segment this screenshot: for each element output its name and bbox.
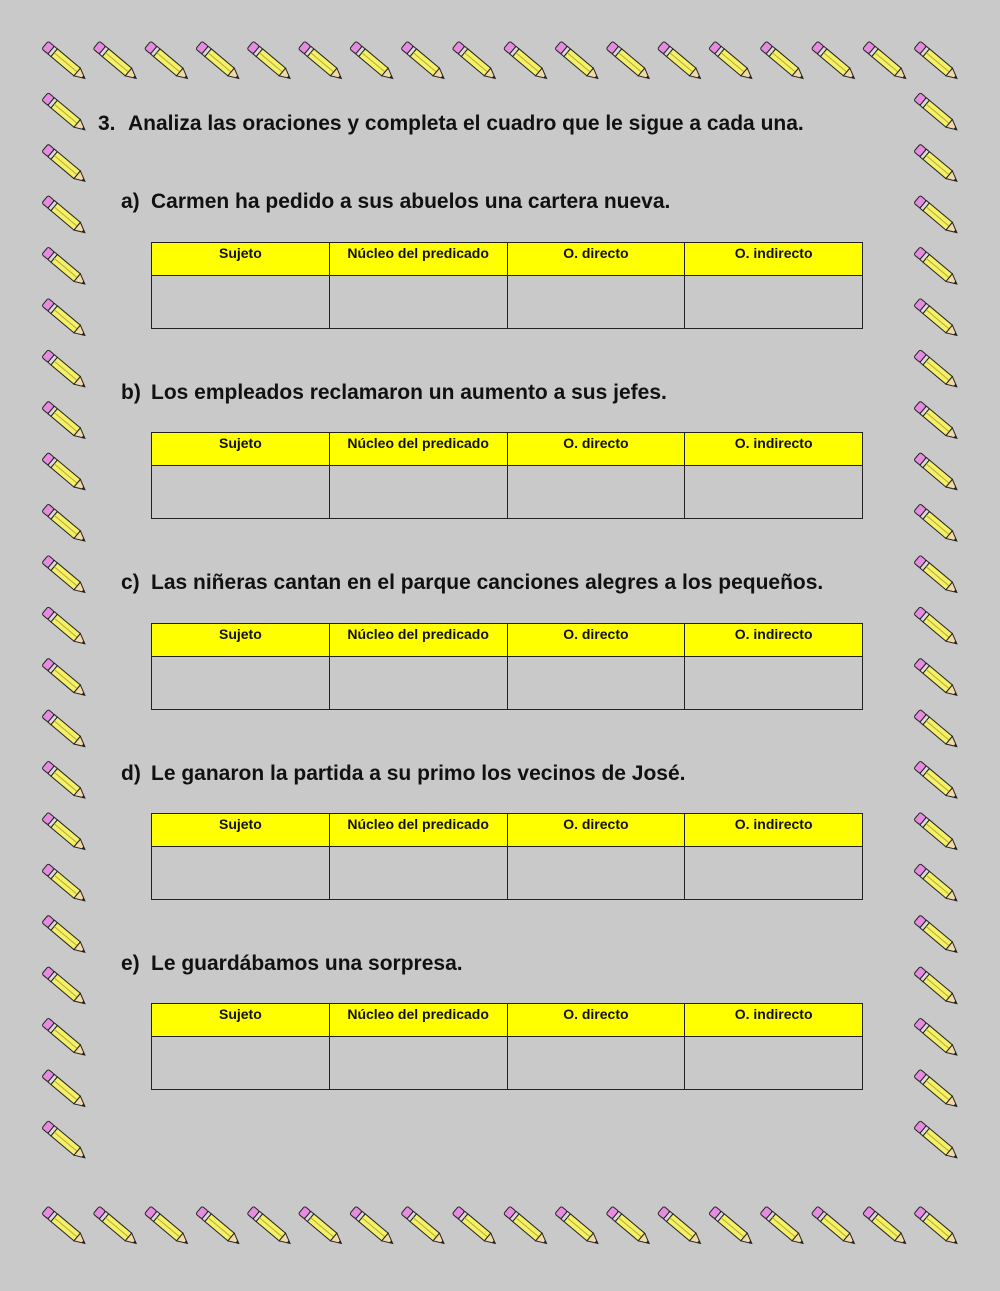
pencil-icon	[760, 41, 807, 83]
answer-table-d	[151, 813, 863, 900]
answer-cell-objeto-indirecto[interactable]	[685, 1037, 863, 1090]
pencil-icon	[196, 41, 243, 83]
pencil-icon	[811, 41, 858, 83]
pencil-icon	[606, 1206, 653, 1248]
pencil-icon	[42, 915, 89, 957]
pencil-icon	[914, 966, 961, 1008]
question-letter: b)	[121, 381, 141, 404]
pencil-icon	[914, 658, 961, 700]
question-sentence: Le guardábamos una sorpresa.	[151, 952, 463, 975]
pencil-icon	[555, 41, 602, 83]
pencil-icon	[42, 144, 89, 186]
question-b	[121, 381, 667, 405]
pencil-icon	[914, 1018, 961, 1060]
pencil-icon	[914, 195, 961, 237]
header-sujeto: Sujeto	[152, 433, 330, 466]
pencil-icon	[42, 812, 89, 854]
pencil-icon	[196, 1206, 243, 1248]
pencil-icon	[350, 41, 397, 83]
header-objeto-indirecto: O. indirecto	[685, 814, 863, 847]
pencil-icon	[452, 41, 499, 83]
pencil-icon	[657, 41, 704, 83]
answer-cell-nucleo-predicado[interactable]	[329, 657, 507, 710]
table-header-row	[152, 1004, 863, 1037]
exercise-number: 3.	[98, 112, 116, 135]
question-c	[121, 571, 823, 595]
pencil-icon	[914, 607, 961, 649]
pencil-icon	[914, 1069, 961, 1111]
pencil-icon	[42, 41, 89, 83]
answer-cell-objeto-indirecto[interactable]	[685, 466, 863, 519]
pencil-icon	[42, 658, 89, 700]
pencil-icon	[914, 812, 961, 854]
question-sentence: Los empleados reclamaron un aumento a sus jefes.	[151, 381, 667, 404]
table-header-row	[152, 433, 863, 466]
header-objeto-directo: O. directo	[507, 814, 685, 847]
pencil-icon	[914, 298, 961, 340]
pencil-icon	[247, 1206, 294, 1248]
question-a	[121, 190, 670, 214]
header-objeto-indirecto: O. indirecto	[685, 243, 863, 276]
header-objeto-directo: O. directo	[507, 433, 685, 466]
pencil-icon	[914, 401, 961, 443]
pencil-icon	[401, 1206, 448, 1248]
pencil-icon	[42, 452, 89, 494]
header-sujeto: Sujeto	[152, 243, 330, 276]
pencil-icon	[914, 41, 961, 83]
pencil-icon	[42, 1206, 89, 1248]
question-letter: e)	[121, 952, 140, 975]
pencil-icon	[914, 247, 961, 289]
answer-cell-objeto-indirecto[interactable]	[685, 276, 863, 329]
pencil-icon	[914, 915, 961, 957]
pencil-icon	[42, 298, 89, 340]
answer-cell-objeto-indirecto[interactable]	[685, 657, 863, 710]
pencil-icon	[503, 41, 550, 83]
pencil-icon	[914, 709, 961, 751]
answer-cell-sujeto[interactable]	[152, 466, 330, 519]
pencil-icon	[914, 761, 961, 803]
pencil-icon	[709, 1206, 756, 1248]
question-sentence: Las niñeras cantan en el parque canciones alegres a los pequeños.	[151, 571, 824, 594]
pencil-icon	[42, 709, 89, 751]
answer-cell-objeto-directo[interactable]	[507, 466, 685, 519]
header-objeto-indirecto: O. indirecto	[685, 433, 863, 466]
pencil-icon	[42, 504, 89, 546]
pencil-icon	[914, 350, 961, 392]
header-objeto-directo: O. directo	[507, 1004, 685, 1037]
header-nucleo-predicado: Núcleo del predicado	[329, 243, 507, 276]
answer-cell-sujeto[interactable]	[152, 847, 330, 900]
pencil-icon	[42, 1121, 89, 1163]
header-objeto-directo: O. directo	[507, 624, 685, 657]
header-objeto-indirecto: O. indirecto	[685, 1004, 863, 1037]
pencil-icon	[42, 1069, 89, 1111]
pencil-icon	[42, 350, 89, 392]
header-sujeto: Sujeto	[152, 1004, 330, 1037]
pencil-icon	[760, 1206, 807, 1248]
pencil-icon	[93, 1206, 140, 1248]
pencil-icon	[42, 966, 89, 1008]
pencil-icon	[914, 555, 961, 597]
header-nucleo-predicado: Núcleo del predicado	[329, 1004, 507, 1037]
pencil-icon	[914, 1206, 961, 1248]
answer-row	[152, 657, 863, 710]
pencil-icon	[657, 1206, 704, 1248]
pencil-icon	[247, 41, 294, 83]
answer-cell-objeto-directo[interactable]	[507, 657, 685, 710]
answer-row	[152, 466, 863, 519]
pencil-icon	[42, 555, 89, 597]
answer-cell-sujeto[interactable]	[152, 276, 330, 329]
pencil-icon	[914, 144, 961, 186]
pencil-icon	[863, 41, 910, 83]
answer-cell-nucleo-predicado[interactable]	[329, 1037, 507, 1090]
pencil-icon	[42, 864, 89, 906]
pencil-icon	[606, 41, 653, 83]
pencil-icon	[42, 761, 89, 803]
pencil-icon	[503, 1206, 550, 1248]
answer-row	[152, 847, 863, 900]
answer-row	[152, 1037, 863, 1090]
pencil-icon	[298, 41, 345, 83]
question-sentence: Carmen ha pedido a sus abuelos una cartera nueva.	[151, 190, 671, 213]
pencil-icon	[914, 93, 961, 135]
answer-cell-objeto-directo[interactable]	[507, 847, 685, 900]
header-nucleo-predicado: Núcleo del predicado	[329, 814, 507, 847]
pencil-icon	[863, 1206, 910, 1248]
answer-table-a	[151, 242, 863, 329]
pencil-icon	[401, 41, 448, 83]
pencil-icon	[914, 1121, 961, 1163]
header-sujeto: Sujeto	[152, 814, 330, 847]
header-sujeto: Sujeto	[152, 624, 330, 657]
pencil-icon	[42, 401, 89, 443]
pencil-icon	[42, 1018, 89, 1060]
answer-row	[152, 276, 863, 329]
header-objeto-indirecto: O. indirecto	[685, 624, 863, 657]
answer-table-c	[151, 623, 863, 710]
pencil-icon	[452, 1206, 499, 1248]
header-nucleo-predicado: Núcleo del predicado	[329, 624, 507, 657]
answer-cell-nucleo-predicado[interactable]	[329, 847, 507, 900]
pencil-icon	[811, 1206, 858, 1248]
question-d	[121, 762, 686, 786]
pencil-icon	[350, 1206, 397, 1248]
answer-table-b	[151, 432, 863, 519]
table-header-row	[152, 624, 863, 657]
pencil-icon	[42, 607, 89, 649]
pencil-icon	[93, 41, 140, 83]
pencil-icon	[914, 504, 961, 546]
header-objeto-directo: O. directo	[507, 243, 685, 276]
pencil-icon	[914, 864, 961, 906]
question-e	[121, 952, 463, 976]
table-header-row	[152, 814, 863, 847]
pencil-icon	[914, 452, 961, 494]
answer-cell-objeto-directo[interactable]	[507, 1037, 685, 1090]
answer-cell-sujeto[interactable]	[152, 657, 330, 710]
question-letter: d)	[121, 762, 141, 785]
question-letter: c)	[121, 571, 140, 594]
pencil-icon	[144, 41, 191, 83]
pencil-icon	[555, 1206, 602, 1248]
pencil-icon	[42, 195, 89, 237]
exercise-title	[98, 112, 804, 136]
answer-table-e	[151, 1003, 863, 1090]
pencil-icon	[298, 1206, 345, 1248]
exercise-instruction: Analiza las oraciones y completa el cuadro que le sigue a cada una.	[128, 112, 804, 135]
header-nucleo-predicado: Núcleo del predicado	[329, 433, 507, 466]
answer-cell-sujeto[interactable]	[152, 1037, 330, 1090]
answer-cell-objeto-indirecto[interactable]	[685, 847, 863, 900]
table-header-row	[152, 243, 863, 276]
question-letter: a)	[121, 190, 140, 213]
pencil-icon	[42, 93, 89, 135]
pencil-icon	[42, 247, 89, 289]
answer-cell-nucleo-predicado[interactable]	[329, 276, 507, 329]
answer-cell-objeto-directo[interactable]	[507, 276, 685, 329]
question-sentence: Le ganaron la partida a su primo los vecinos de José.	[151, 762, 686, 785]
answer-cell-nucleo-predicado[interactable]	[329, 466, 507, 519]
pencil-icon	[144, 1206, 191, 1248]
pencil-icon	[709, 41, 756, 83]
